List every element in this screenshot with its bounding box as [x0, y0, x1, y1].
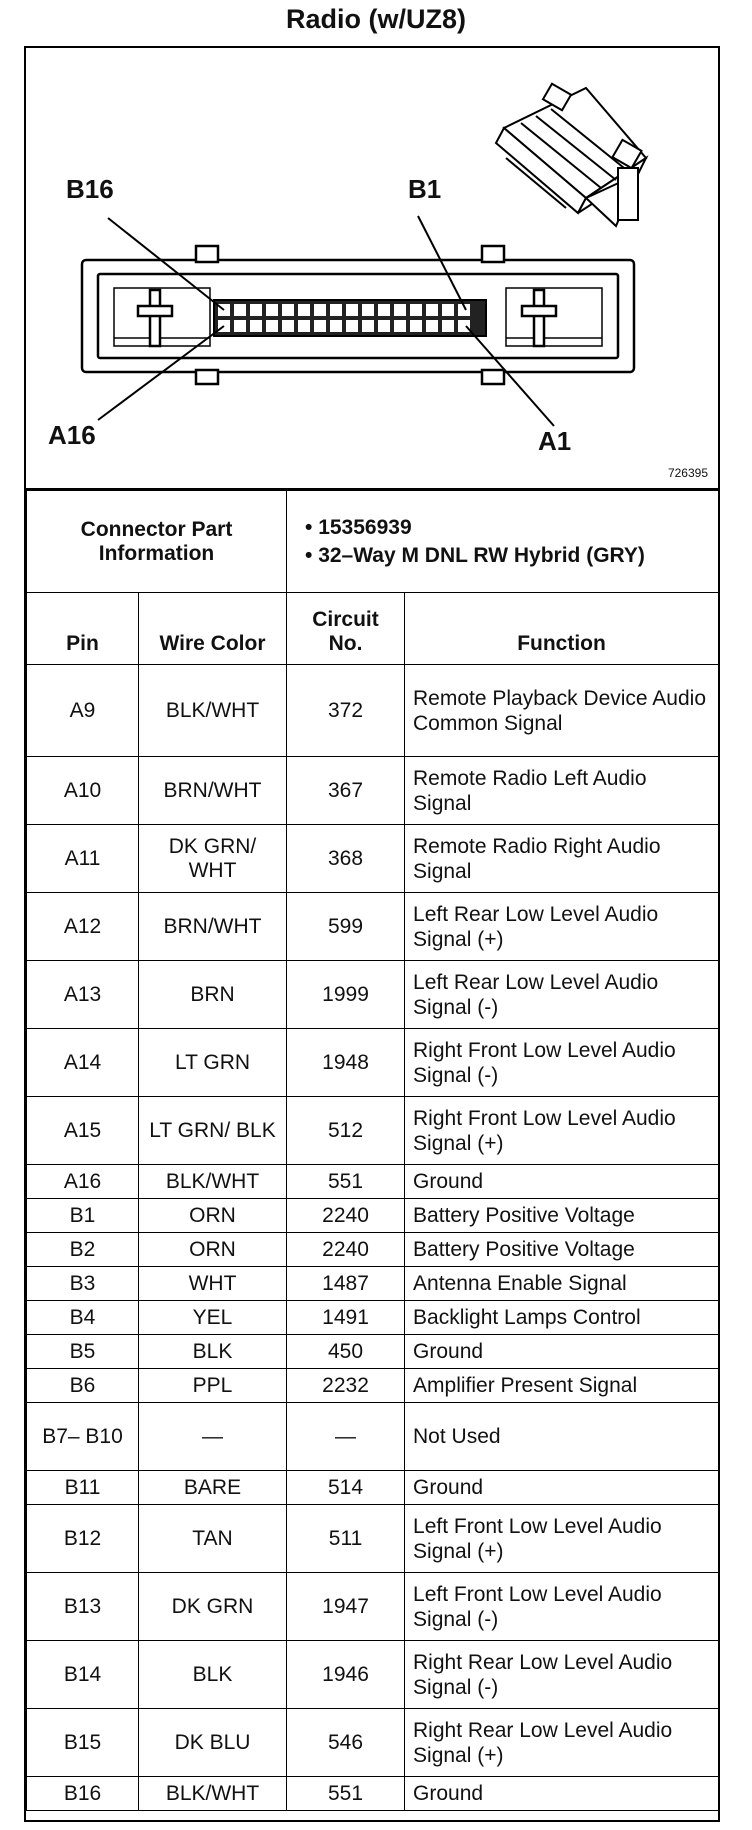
- function-cell: Left Rear Low Level Audio Signal (-): [405, 961, 719, 1029]
- page-title: Radio (w/UZ8): [286, 4, 466, 34]
- circuit-cell: 551: [287, 1777, 405, 1811]
- circuit-cell: 1947: [287, 1573, 405, 1641]
- wire-color-cell: LT GRN/ BLK: [139, 1097, 287, 1165]
- table-row: [27, 1097, 719, 1165]
- circuit-cell: 1491: [287, 1301, 405, 1335]
- pin-cell: B5: [27, 1335, 139, 1369]
- function-cell: Remote Playback Device Audio Common Signal: [405, 665, 719, 757]
- wire-color-cell: BARE: [139, 1471, 287, 1505]
- table-row: [27, 1777, 719, 1811]
- circuit-cell: 512: [287, 1097, 405, 1165]
- circuit-cell: 511: [287, 1505, 405, 1573]
- wire-color-cell: ORN: [139, 1199, 287, 1233]
- pin-cell: A14: [27, 1029, 139, 1097]
- table-row: [27, 1199, 719, 1233]
- table-row: [27, 1709, 719, 1777]
- function-cell: Left Front Low Level Audio Signal (+): [405, 1505, 719, 1573]
- function-cell: Left Rear Low Level Audio Signal (+): [405, 893, 719, 961]
- circuit-cell: 546: [287, 1709, 405, 1777]
- connector-info-row: [27, 491, 719, 593]
- function-cell: Ground: [405, 1165, 719, 1199]
- pin-cell: B2: [27, 1233, 139, 1267]
- table-row: [27, 1301, 719, 1335]
- function-cell: Left Front Low Level Audio Signal (-): [405, 1573, 719, 1641]
- wire-color-cell: BRN/WHT: [139, 893, 287, 961]
- table-row: [27, 1267, 719, 1301]
- function-cell: Remote Radio Right Audio Signal: [405, 825, 719, 893]
- column-header-function: Function: [405, 593, 719, 665]
- wire-color-cell: BRN/WHT: [139, 757, 287, 825]
- table-row: [27, 1029, 719, 1097]
- circuit-cell: 1946: [287, 1641, 405, 1709]
- function-cell: Remote Radio Left Audio Signal: [405, 757, 719, 825]
- connector-part-number: • 15356939: [305, 515, 412, 539]
- table-row: [27, 961, 719, 1029]
- table-row: [27, 1369, 719, 1403]
- function-cell: Battery Positive Voltage: [405, 1199, 719, 1233]
- table-row: [27, 1165, 719, 1199]
- connector-perspective-icon: [496, 84, 646, 226]
- wire-color-cell: YEL: [139, 1301, 287, 1335]
- table-row: [27, 1471, 719, 1505]
- function-cell: Amplifier Present Signal: [405, 1369, 719, 1403]
- table-row: [27, 1335, 719, 1369]
- connector-info-label: Connector Part Information: [27, 491, 287, 593]
- table-row: [27, 1573, 719, 1641]
- table-row: [27, 1641, 719, 1709]
- figure-number: 726395: [667, 466, 708, 480]
- circuit-cell: 1948: [287, 1029, 405, 1097]
- pin-cell: B4: [27, 1301, 139, 1335]
- pin-cell: B12: [27, 1505, 139, 1573]
- function-cell: Backlight Lamps Control: [405, 1301, 719, 1335]
- circuit-cell: 1999: [287, 961, 405, 1029]
- circuit-cell: 1487: [287, 1267, 405, 1301]
- table-row: [27, 1505, 719, 1573]
- wire-color-cell: BLK/WHT: [139, 1777, 287, 1811]
- function-cell: Right Rear Low Level Audio Signal (+): [405, 1709, 719, 1777]
- table-row: [27, 757, 719, 825]
- connector-description: • 32–Way M DNL RW Hybrid (GRY): [305, 543, 645, 567]
- wire-color-cell: DK GRN: [139, 1573, 287, 1641]
- table-row: [27, 893, 719, 961]
- wire-color-cell: DK BLU: [139, 1709, 287, 1777]
- pin-label-a1: A1: [538, 426, 572, 456]
- pin-label-b16: B16: [66, 174, 114, 204]
- circuit-cell: 2240: [287, 1199, 405, 1233]
- pinout-table: [26, 490, 719, 1811]
- pin-label-b1: B1: [408, 174, 442, 204]
- column-header-circuit: Circuit No.: [287, 593, 405, 665]
- pin-cell: B13: [27, 1573, 139, 1641]
- function-cell: Battery Positive Voltage: [405, 1233, 719, 1267]
- function-cell: Ground: [405, 1471, 719, 1505]
- pin-cell: A10: [27, 757, 139, 825]
- connector-sheet: [24, 46, 720, 1822]
- wire-color-cell: BLK: [139, 1641, 287, 1709]
- wire-color-cell: BLK/WHT: [139, 1165, 287, 1199]
- column-header-pin: Pin: [27, 593, 139, 665]
- pin-cell: A12: [27, 893, 139, 961]
- wire-color-cell: LT GRN: [139, 1029, 287, 1097]
- circuit-cell: 551: [287, 1165, 405, 1199]
- wire-color-cell: PPL: [139, 1369, 287, 1403]
- function-cell: Right Front Low Level Audio Signal (-): [405, 1029, 719, 1097]
- table-row: [27, 665, 719, 757]
- pin-cell: B15: [27, 1709, 139, 1777]
- pin-cell: B6: [27, 1369, 139, 1403]
- wire-color-cell: BLK: [139, 1335, 287, 1369]
- circuit-cell: 367: [287, 757, 405, 825]
- pin-cell: A16: [27, 1165, 139, 1199]
- pin-cell: B14: [27, 1641, 139, 1709]
- wire-color-cell: DK GRN/ WHT: [139, 825, 287, 893]
- pin-cell: A9: [27, 665, 139, 757]
- wire-color-cell: —: [139, 1403, 287, 1471]
- pin-cell: A11: [27, 825, 139, 893]
- pin-cell: B16: [27, 1777, 139, 1811]
- pin-cell: B11: [27, 1471, 139, 1505]
- connector-info-values: [287, 491, 719, 593]
- pin-cell: B1: [27, 1199, 139, 1233]
- wire-color-cell: TAN: [139, 1505, 287, 1573]
- function-cell: Ground: [405, 1777, 719, 1811]
- function-cell: Not Used: [405, 1403, 719, 1471]
- circuit-cell: 2232: [287, 1369, 405, 1403]
- circuit-cell: 599: [287, 893, 405, 961]
- function-cell: Right Front Low Level Audio Signal (+): [405, 1097, 719, 1165]
- pin-cell: A15: [27, 1097, 139, 1165]
- pin-cell: A13: [27, 961, 139, 1029]
- table-row: [27, 1403, 719, 1471]
- function-cell: Right Rear Low Level Audio Signal (-): [405, 1641, 719, 1709]
- pin-cell: B3: [27, 1267, 139, 1301]
- wire-color-cell: BLK/WHT: [139, 665, 287, 757]
- circuit-cell: 450: [287, 1335, 405, 1369]
- circuit-cell: 2240: [287, 1233, 405, 1267]
- pin-cell: B7– B10: [27, 1403, 139, 1471]
- table-header-row: [27, 593, 719, 665]
- column-header-wire-color: Wire Color: [139, 593, 287, 665]
- circuit-cell: —: [287, 1403, 405, 1471]
- pin-label-a16: A16: [48, 420, 96, 450]
- function-cell: Antenna Enable Signal: [405, 1267, 719, 1301]
- wire-color-cell: ORN: [139, 1233, 287, 1267]
- function-cell: Ground: [405, 1335, 719, 1369]
- circuit-cell: 368: [287, 825, 405, 893]
- wire-color-cell: WHT: [139, 1267, 287, 1301]
- circuit-cell: 372: [287, 665, 405, 757]
- table-row: [27, 825, 719, 893]
- wire-color-cell: BRN: [139, 961, 287, 1029]
- circuit-cell: 514: [287, 1471, 405, 1505]
- connector-figure: [26, 48, 718, 490]
- connector-drawing: [26, 48, 718, 488]
- table-row: [27, 1233, 719, 1267]
